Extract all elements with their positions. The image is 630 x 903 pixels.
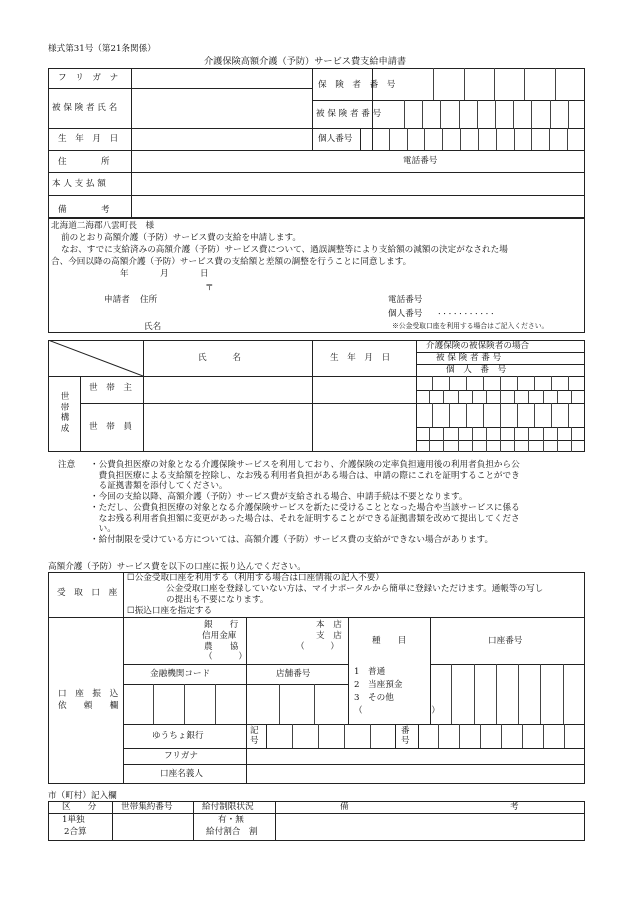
- declaration-line2: なお、すでに支給済みの高額介護（予防）サービス費について、過誤調整等により支給額の減額の決定がなされた場: [61, 245, 508, 255]
- household-insured-no-header: 被 保 険 者 番 号: [436, 353, 502, 363]
- kubun-header: 区 分: [62, 802, 97, 812]
- kind-label: 種 目: [372, 636, 407, 646]
- note-line: い。: [90, 524, 116, 535]
- restriction-header: 給付制限状況: [202, 802, 254, 812]
- note-line: ・今回の支給以降、高額介護（予防）サービス費が支給される場合、申請手続は不要となります。: [90, 492, 468, 503]
- note-line: 費負担医療による支給額を控除し、なお残る利用者負担がある場合は、申請の際にこれを証明することができ: [90, 470, 520, 481]
- insured-no-label: 被 保 険 者 番 号: [316, 109, 382, 119]
- remarks-header-1: 備: [340, 802, 349, 812]
- household-member-label: 世 帯 員: [89, 422, 132, 432]
- household-agg-header: 世帯集約番号: [121, 802, 173, 812]
- kind-other-paren: （ ）: [354, 706, 440, 716]
- yucho-number-cells[interactable]: [418, 724, 585, 748]
- insurer-number-cells[interactable]: [404, 68, 585, 100]
- remarks-header-2: 考: [510, 802, 519, 812]
- account-holder-label: 口座名義人: [160, 769, 203, 779]
- note-line: なお残る利用者負担額に変更があった場合は、それを証明することができる証拠書類を改めて提出してくださ: [90, 513, 520, 524]
- address-label: 住 所: [58, 157, 110, 167]
- head-insured-cells[interactable]: [416, 376, 585, 390]
- note-line: る証拠書類を添付してください。: [90, 481, 228, 492]
- phone-label: 電話番号: [403, 156, 438, 166]
- branch-paren: （ ）: [296, 642, 339, 652]
- household-head-label: 世 帯 主: [89, 383, 132, 393]
- date-year: 年: [120, 269, 129, 279]
- credit-union-label: 信用金庫: [202, 631, 237, 641]
- member-insured-cells[interactable]: [416, 403, 585, 427]
- yucho-label: ゆうちょ銀行: [152, 731, 204, 741]
- remarks-label: 備 考: [58, 205, 110, 215]
- declaration-line3: 合、今回以降の高額介護（予防）サービス費の支給額と差額の調整を行うことに同意します。: [51, 257, 412, 267]
- head-office-label: 本 店: [316, 620, 342, 630]
- furigana-label: フ リ ガ ナ: [58, 73, 119, 83]
- account-furigana-label: フリガナ: [164, 751, 198, 761]
- applicant-phone-label: 電話番号: [388, 295, 423, 305]
- notes-label: 注意: [58, 460, 76, 470]
- personal-number-cells[interactable]: [372, 128, 585, 150]
- symbol-label: 記号: [250, 726, 259, 746]
- bank-code-label: 金融機関コード: [150, 669, 211, 679]
- transfer-label2: 依 頼 欄: [58, 701, 119, 711]
- insured-name-label: 被 保 険 者 氏 名: [52, 103, 118, 113]
- yucho-symbol-cells[interactable]: [266, 724, 396, 748]
- bank-paren: （ ）: [204, 652, 247, 662]
- applicant-label: 申請者: [104, 295, 130, 305]
- branch-label: 支 店: [316, 631, 342, 641]
- form-number: 様式第31号（第21条関係）: [48, 44, 156, 54]
- household-personal-no-header: 個 人 番 号: [446, 365, 507, 375]
- applicant-personal-no-label: 個人番号: [388, 309, 423, 319]
- diagonal-line: [48, 340, 143, 376]
- public-account-note2: の提出も不要になります。: [166, 595, 269, 605]
- account-no-label: 口座番号: [488, 636, 523, 646]
- branch-no-label: 店舗番号: [276, 669, 311, 679]
- benefit-ratio: 給付割合 割: [206, 827, 258, 837]
- member-personal-cells-2[interactable]: [416, 440, 585, 452]
- public-account-note1: 公金受取口座を登録していない方は、マイナポータルから簡単に登録いただけます。通帳等の写し: [166, 584, 544, 594]
- head-personal-cells[interactable]: [416, 390, 585, 403]
- bank-code-cells[interactable]: [123, 684, 246, 724]
- form-title: 介護保険高額介護（予防）サービス費支給申請書: [204, 56, 407, 67]
- kind-option-1[interactable]: 1 普通: [354, 667, 386, 677]
- household-birth-header: 生 年 月 日: [330, 353, 391, 363]
- transfer-label1: 口 座 振 込: [58, 689, 119, 699]
- personal-no-label: 個人番号: [318, 134, 353, 144]
- number-label: 番号: [401, 726, 410, 746]
- addressee: 北海道二海郡八雲町長 様: [51, 221, 155, 231]
- note-line: ・ただし、公費負担医療の対象となる介護保険サービスを新たに受けることとなった場合や当該サービスに係る: [90, 502, 520, 513]
- note-line: ・給付制限を受けている方については、高額介護（予防）サービス費の支給ができない場合があります。: [90, 535, 494, 546]
- kubun-single: 1単独: [62, 815, 85, 825]
- insured-case-header: 介護保険の被保険者の場合: [426, 341, 530, 351]
- declaration-line1: 前のとおり高額介護（予防）サービス費の支給を申請します。: [61, 233, 301, 243]
- branch-no-cells[interactable]: [246, 684, 348, 724]
- specify-account-option[interactable]: ☐振込口座を指定する: [127, 606, 213, 616]
- kind-option-2[interactable]: 2 当座預金: [354, 680, 403, 690]
- transfer-intro: 高額介護（予防）サービス費を以下の口座に振り込んでください。: [48, 562, 306, 572]
- applicant-address-label: 住所: [140, 295, 158, 305]
- receiving-account-label: 受 取 口 座: [57, 588, 118, 598]
- kubun-combined: 2合算: [64, 827, 87, 837]
- household-section-label: 世 帯 構 成: [60, 392, 70, 435]
- public-account-note: ※公金受取口座を利用する場合はご記入ください。: [392, 322, 549, 330]
- kind-option-3[interactable]: 3 その他: [354, 693, 394, 703]
- account-no-cells[interactable]: [430, 664, 585, 724]
- self-paid-label: 本 人 支 払 額: [52, 179, 106, 189]
- note-line: ・公費負担医療の対象となる介護保険サービスを利用しており、介護保険の定率負担適用後の利用者負担から公: [90, 460, 520, 470]
- insurer-no-label: 保 険 者 番 号: [318, 80, 396, 90]
- bank-label: 銀 行: [204, 620, 239, 630]
- public-account-option[interactable]: ☐公金受取口座を利用する（利用する場合は口座情報の記入不要）: [127, 573, 384, 583]
- birth-date-label: 生 年 月 日: [58, 134, 119, 144]
- agri-coop-label: 農 協: [204, 642, 239, 652]
- applicant-name-label: 氏名: [144, 322, 162, 332]
- personal-no-dots[interactable]: ．．．．．．．．．．．: [438, 307, 501, 317]
- city-section-title: 市（町村）記入欄: [48, 791, 117, 801]
- member-personal-cells[interactable]: [416, 427, 585, 440]
- restriction-yes-no: 有・無: [218, 815, 244, 825]
- date-month: 月: [160, 269, 169, 279]
- notes-list: [90, 460, 585, 546]
- household-name-header: 氏 名: [198, 353, 241, 363]
- postal-mark: 〒: [205, 283, 214, 293]
- date-day: 日: [200, 269, 209, 279]
- insured-number-cells[interactable]: [404, 100, 586, 128]
